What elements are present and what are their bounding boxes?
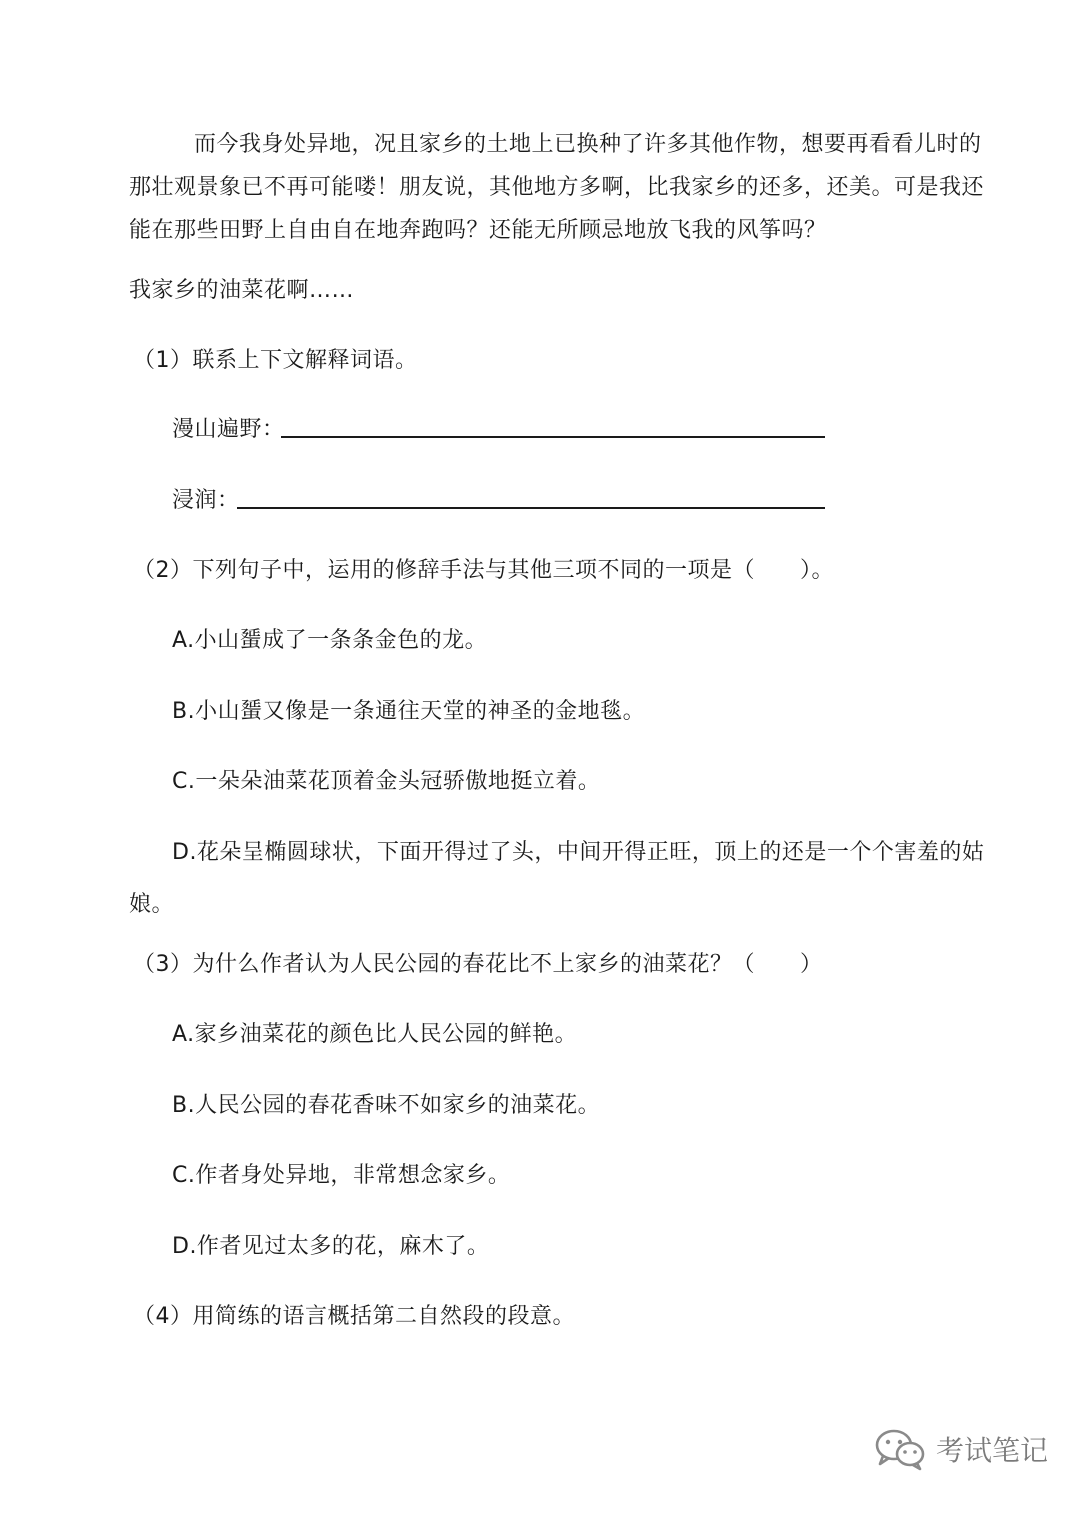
- question-1-prompt: （1）联系上下文解释词语。: [133, 348, 418, 373]
- question-2-option-a[interactable]: A.小山蜑成了一条条金色的龙。: [172, 628, 488, 653]
- question-2-option-d-continued: 娘。: [129, 892, 175, 917]
- watermark: [874, 1427, 1048, 1471]
- answer-line-1[interactable]: [281, 436, 825, 438]
- question-1-term-1: 漫山遍野：: [172, 417, 285, 442]
- question-3-prompt: （3）为什么作者认为人民公园的春花比不上家乡的油菜花？（ ）: [133, 952, 823, 977]
- passage-line-1: 而今我身处异地，况且家乡的土地上已换种了许多其他作物，想要再看看儿时的: [194, 132, 982, 157]
- passage-line-2: 那壮观景象已不再可能喽！朋友说，其他地方多啊，比我家乡的还多，还美。可是我还: [129, 175, 985, 200]
- question-2-prompt: （2）下列句子中，运用的修辞手法与其他三项不同的一项是（ ）。: [133, 558, 834, 583]
- question-3-option-d[interactable]: D.作者见过太多的花，麻木了。: [172, 1234, 490, 1259]
- question-1-term-2: 浸润：: [172, 488, 240, 513]
- question-4-prompt: （4）用简练的语言概括第二自然段的段意。: [133, 1304, 575, 1329]
- question-2-option-d[interactable]: D.花朵呈椭圆球状，下面开得过了头，中间开得正旺，顶上的还是一个个害羞的姑: [172, 840, 985, 865]
- question-3-option-c[interactable]: C.作者身处异地，非常想念家乡。: [172, 1163, 511, 1188]
- watermark-label: 考试笔记: [936, 1434, 1049, 1467]
- question-3-option-b[interactable]: B.人民公园的春花香味不如家乡的油菜花。: [172, 1093, 601, 1118]
- wechat-icon: [874, 1427, 926, 1471]
- passage-line-4: 我家乡的油菜花啊……: [129, 278, 355, 303]
- question-3-option-a[interactable]: A.家乡油菜花的颜色比人民公园的鲜艳。: [172, 1022, 578, 1047]
- answer-line-2[interactable]: [237, 507, 825, 509]
- passage-line-3: 能在那些田野上自由自在地奔跑吗？还能无所顾忌地放飞我的风筝吗？: [129, 218, 827, 243]
- question-2-option-c[interactable]: C.一朵朵油菜花顶着金头冠骄傲地挺立着。: [172, 769, 601, 794]
- question-2-option-b[interactable]: B.小山蜑又像是一条通往天堂的神圣的金地毯。: [172, 699, 646, 724]
